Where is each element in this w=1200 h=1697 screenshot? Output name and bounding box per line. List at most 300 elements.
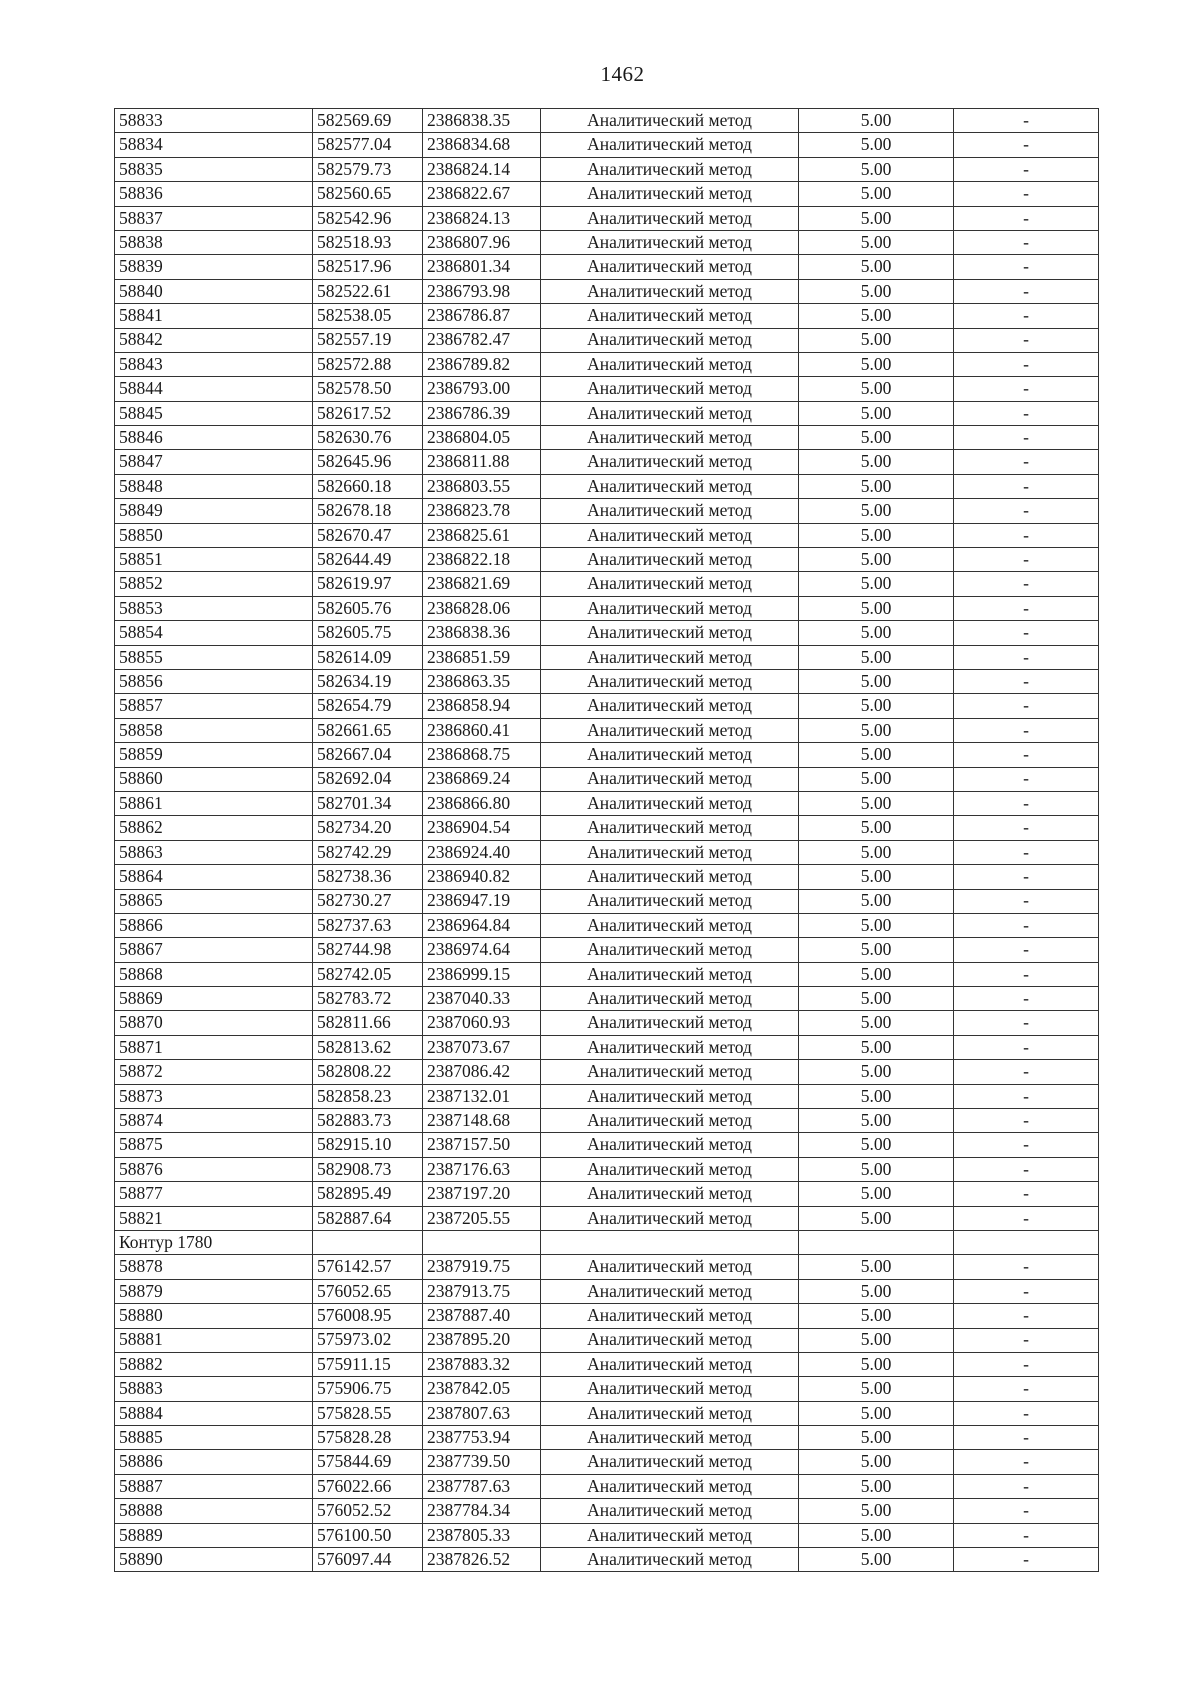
accuracy-cell: 5.00 xyxy=(799,791,954,815)
point-id-cell: 58888 xyxy=(115,1499,313,1523)
x-coordinate-cell: 582579.73 xyxy=(313,157,423,181)
method-cell: Аналитический метод xyxy=(541,718,799,742)
table-row xyxy=(115,352,1099,376)
table-row xyxy=(115,230,1099,254)
note-cell: - xyxy=(954,694,1099,718)
note-cell: - xyxy=(954,206,1099,230)
x-coordinate-cell: 582660.18 xyxy=(313,474,423,498)
table-row xyxy=(115,1426,1099,1450)
note-cell: - xyxy=(954,279,1099,303)
x-coordinate-cell: 582915.10 xyxy=(313,1133,423,1157)
y-coordinate-cell: 2387157.50 xyxy=(423,1133,541,1157)
note-cell: - xyxy=(954,1548,1099,1572)
note-cell: - xyxy=(954,889,1099,913)
note-cell: - xyxy=(954,987,1099,1011)
method-cell: Аналитический метод xyxy=(541,523,799,547)
accuracy-cell: 5.00 xyxy=(799,377,954,401)
method-cell: Аналитический метод xyxy=(541,1450,799,1474)
method-cell: Аналитический метод xyxy=(541,1499,799,1523)
y-coordinate-cell: 2386793.00 xyxy=(423,377,541,401)
accuracy-cell: 5.00 xyxy=(799,352,954,376)
method-cell: Аналитический метод xyxy=(541,1352,799,1376)
note-cell: - xyxy=(954,1523,1099,1547)
note-cell: - xyxy=(954,1279,1099,1303)
accuracy-cell: 5.00 xyxy=(799,230,954,254)
note-cell: - xyxy=(954,816,1099,840)
method-cell: Аналитический метод xyxy=(541,377,799,401)
x-coordinate-cell: 582578.50 xyxy=(313,377,423,401)
method-cell: Аналитический метод xyxy=(541,133,799,157)
x-coordinate-cell: 582813.62 xyxy=(313,1035,423,1059)
y-coordinate-cell: 2387826.52 xyxy=(423,1548,541,1572)
point-id-cell: 58876 xyxy=(115,1157,313,1181)
x-coordinate-cell: 582560.65 xyxy=(313,182,423,206)
y-coordinate-cell: 2386793.98 xyxy=(423,279,541,303)
accuracy-cell: 5.00 xyxy=(799,743,954,767)
method-cell: Аналитический метод xyxy=(541,572,799,596)
point-id-cell: 58870 xyxy=(115,1011,313,1035)
y-coordinate-cell: 2386863.35 xyxy=(423,669,541,693)
point-id-cell: 58859 xyxy=(115,743,313,767)
table-row xyxy=(115,669,1099,693)
x-coordinate-cell: 576142.57 xyxy=(313,1255,423,1279)
x-coordinate-cell: 582661.65 xyxy=(313,718,423,742)
table-row xyxy=(115,1157,1099,1181)
note-cell: - xyxy=(954,255,1099,279)
table-row xyxy=(115,1548,1099,1572)
note-cell: - xyxy=(954,1011,1099,1035)
y-coordinate-cell: 2386858.94 xyxy=(423,694,541,718)
point-id-cell: 58871 xyxy=(115,1035,313,1059)
note-cell: - xyxy=(954,157,1099,181)
point-id-cell: 58844 xyxy=(115,377,313,401)
point-id-cell: 58866 xyxy=(115,913,313,937)
note-cell: - xyxy=(954,596,1099,620)
y-coordinate-cell: 2386821.69 xyxy=(423,572,541,596)
y-coordinate-cell: 2386786.39 xyxy=(423,401,541,425)
table-row xyxy=(115,109,1099,133)
accuracy-cell: 5.00 xyxy=(799,1084,954,1108)
point-id-cell: 58843 xyxy=(115,352,313,376)
accuracy-cell: 5.00 xyxy=(799,328,954,352)
x-coordinate-cell: 582883.73 xyxy=(313,1109,423,1133)
point-id-cell: 58867 xyxy=(115,938,313,962)
y-coordinate-cell: 2386851.59 xyxy=(423,645,541,669)
note-cell: - xyxy=(954,230,1099,254)
point-id-cell: 58845 xyxy=(115,401,313,425)
table-row xyxy=(115,133,1099,157)
method-cell: Аналитический метод xyxy=(541,279,799,303)
point-id-cell: 58884 xyxy=(115,1401,313,1425)
x-coordinate-cell: 582614.09 xyxy=(313,645,423,669)
x-coordinate-cell: 582569.69 xyxy=(313,109,423,133)
note-cell: - xyxy=(954,718,1099,742)
y-coordinate-cell: 2387807.63 xyxy=(423,1401,541,1425)
section-row xyxy=(115,1230,1099,1254)
accuracy-cell: 5.00 xyxy=(799,1304,954,1328)
point-id-cell: 58890 xyxy=(115,1548,313,1572)
note-cell: - xyxy=(954,499,1099,523)
x-coordinate-cell: 582858.23 xyxy=(313,1084,423,1108)
note-cell: - xyxy=(954,1035,1099,1059)
table-row xyxy=(115,1255,1099,1279)
x-coordinate-cell: 582738.36 xyxy=(313,865,423,889)
x-coordinate-cell: 582895.49 xyxy=(313,1182,423,1206)
point-id-cell: 58872 xyxy=(115,1060,313,1084)
accuracy-cell: 5.00 xyxy=(799,987,954,1011)
point-id-cell: 58879 xyxy=(115,1279,313,1303)
table-row xyxy=(115,182,1099,206)
accuracy-cell: 5.00 xyxy=(799,450,954,474)
point-id-cell: 58836 xyxy=(115,182,313,206)
note-cell: - xyxy=(954,1133,1099,1157)
point-id-cell: 58835 xyxy=(115,157,313,181)
y-coordinate-cell: 2386824.13 xyxy=(423,206,541,230)
method-cell: Аналитический метод xyxy=(541,913,799,937)
point-id-cell: 58851 xyxy=(115,548,313,572)
accuracy-cell: 5.00 xyxy=(799,499,954,523)
note-cell: - xyxy=(954,791,1099,815)
x-coordinate-cell: 582737.63 xyxy=(313,913,423,937)
accuracy-cell: 5.00 xyxy=(799,889,954,913)
accuracy-cell: 5.00 xyxy=(799,279,954,303)
point-id-cell: 58833 xyxy=(115,109,313,133)
y-coordinate-cell: 2386869.24 xyxy=(423,767,541,791)
note-cell: - xyxy=(954,182,1099,206)
point-id-cell: 58857 xyxy=(115,694,313,718)
y-coordinate-cell: 2386860.41 xyxy=(423,718,541,742)
y-coordinate-cell: 2386838.36 xyxy=(423,621,541,645)
note-cell: - xyxy=(954,474,1099,498)
y-coordinate-cell: 2387887.40 xyxy=(423,1304,541,1328)
y-coordinate-cell: 2387913.75 xyxy=(423,1279,541,1303)
table-row xyxy=(115,1206,1099,1230)
method-cell: Аналитический метод xyxy=(541,450,799,474)
accuracy-cell: 5.00 xyxy=(799,109,954,133)
method-cell: Аналитический метод xyxy=(541,352,799,376)
note-cell: - xyxy=(954,548,1099,572)
note-cell: - xyxy=(954,1109,1099,1133)
x-coordinate-cell: 582522.61 xyxy=(313,279,423,303)
note-cell: - xyxy=(954,1157,1099,1181)
y-coordinate-cell: 2387919.75 xyxy=(423,1255,541,1279)
note-cell: - xyxy=(954,1499,1099,1523)
point-id-cell: 58863 xyxy=(115,840,313,864)
method-cell: Аналитический метод xyxy=(541,1523,799,1547)
accuracy-cell: 5.00 xyxy=(799,157,954,181)
method-cell: Аналитический метод xyxy=(541,401,799,425)
y-coordinate-cell: 2387060.93 xyxy=(423,1011,541,1035)
y-coordinate-cell: 2387205.55 xyxy=(423,1206,541,1230)
y-coordinate-cell: 2386947.19 xyxy=(423,889,541,913)
y-coordinate-cell: 2387148.68 xyxy=(423,1109,541,1133)
point-id-cell: 58880 xyxy=(115,1304,313,1328)
table-row xyxy=(115,767,1099,791)
table-row xyxy=(115,962,1099,986)
accuracy-cell: 5.00 xyxy=(799,621,954,645)
method-cell: Аналитический метод xyxy=(541,328,799,352)
empty-cell xyxy=(423,1230,541,1254)
method-cell: Аналитический метод xyxy=(541,230,799,254)
accuracy-cell: 5.00 xyxy=(799,474,954,498)
note-cell: - xyxy=(954,645,1099,669)
table-row xyxy=(115,1060,1099,1084)
table-row xyxy=(115,865,1099,889)
x-coordinate-cell: 575828.28 xyxy=(313,1426,423,1450)
table-row xyxy=(115,913,1099,937)
y-coordinate-cell: 2386789.82 xyxy=(423,352,541,376)
y-coordinate-cell: 2387784.34 xyxy=(423,1499,541,1523)
point-id-cell: 58855 xyxy=(115,645,313,669)
method-cell: Аналитический метод xyxy=(541,1060,799,1084)
y-coordinate-cell: 2387805.33 xyxy=(423,1523,541,1547)
table-row xyxy=(115,572,1099,596)
x-coordinate-cell: 582678.18 xyxy=(313,499,423,523)
note-cell: - xyxy=(954,304,1099,328)
accuracy-cell: 5.00 xyxy=(799,206,954,230)
method-cell: Аналитический метод xyxy=(541,767,799,791)
method-cell: Аналитический метод xyxy=(541,1304,799,1328)
method-cell: Аналитический метод xyxy=(541,206,799,230)
y-coordinate-cell: 2387132.01 xyxy=(423,1084,541,1108)
table-row xyxy=(115,1474,1099,1498)
x-coordinate-cell: 582605.75 xyxy=(313,621,423,645)
method-cell: Аналитический метод xyxy=(541,816,799,840)
point-id-cell: 58874 xyxy=(115,1109,313,1133)
x-coordinate-cell: 575906.75 xyxy=(313,1377,423,1401)
accuracy-cell: 5.00 xyxy=(799,865,954,889)
note-cell: - xyxy=(954,1474,1099,1498)
point-id-cell: 58849 xyxy=(115,499,313,523)
table-row xyxy=(115,889,1099,913)
x-coordinate-cell: 582742.29 xyxy=(313,840,423,864)
method-cell: Аналитический метод xyxy=(541,1182,799,1206)
table-row xyxy=(115,718,1099,742)
method-cell: Аналитический метод xyxy=(541,669,799,693)
point-id-cell: 58839 xyxy=(115,255,313,279)
x-coordinate-cell: 575973.02 xyxy=(313,1328,423,1352)
y-coordinate-cell: 2387197.20 xyxy=(423,1182,541,1206)
table-row xyxy=(115,304,1099,328)
y-coordinate-cell: 2387073.67 xyxy=(423,1035,541,1059)
method-cell: Аналитический метод xyxy=(541,1157,799,1181)
point-id-cell: 58861 xyxy=(115,791,313,815)
table-row xyxy=(115,328,1099,352)
x-coordinate-cell: 582887.64 xyxy=(313,1206,423,1230)
point-id-cell: 58858 xyxy=(115,718,313,742)
table-row xyxy=(115,1523,1099,1547)
y-coordinate-cell: 2386804.05 xyxy=(423,426,541,450)
y-coordinate-cell: 2386823.78 xyxy=(423,499,541,523)
point-id-cell: 58848 xyxy=(115,474,313,498)
point-id-cell: 58834 xyxy=(115,133,313,157)
table-row xyxy=(115,1109,1099,1133)
table-row xyxy=(115,499,1099,523)
method-cell: Аналитический метод xyxy=(541,499,799,523)
method-cell: Аналитический метод xyxy=(541,987,799,1011)
y-coordinate-cell: 2386866.80 xyxy=(423,791,541,815)
point-id-cell: 58821 xyxy=(115,1206,313,1230)
accuracy-cell: 5.00 xyxy=(799,913,954,937)
table-row xyxy=(115,401,1099,425)
y-coordinate-cell: 2386822.67 xyxy=(423,182,541,206)
note-cell: - xyxy=(954,1304,1099,1328)
point-id-cell: 58847 xyxy=(115,450,313,474)
x-coordinate-cell: 582619.97 xyxy=(313,572,423,596)
y-coordinate-cell: 2386803.55 xyxy=(423,474,541,498)
y-coordinate-cell: 2386825.61 xyxy=(423,523,541,547)
accuracy-cell: 5.00 xyxy=(799,718,954,742)
y-coordinate-cell: 2386999.15 xyxy=(423,962,541,986)
x-coordinate-cell: 582634.19 xyxy=(313,669,423,693)
note-cell: - xyxy=(954,328,1099,352)
note-cell: - xyxy=(954,523,1099,547)
x-coordinate-cell: 582670.47 xyxy=(313,523,423,547)
y-coordinate-cell: 2387895.20 xyxy=(423,1328,541,1352)
table-row xyxy=(115,621,1099,645)
accuracy-cell: 5.00 xyxy=(799,1328,954,1352)
note-cell: - xyxy=(954,743,1099,767)
table-row xyxy=(115,474,1099,498)
y-coordinate-cell: 2387842.05 xyxy=(423,1377,541,1401)
empty-cell xyxy=(799,1230,954,1254)
x-coordinate-cell: 575828.55 xyxy=(313,1401,423,1425)
method-cell: Аналитический метод xyxy=(541,1474,799,1498)
x-coordinate-cell: 582744.98 xyxy=(313,938,423,962)
accuracy-cell: 5.00 xyxy=(799,816,954,840)
accuracy-cell: 5.00 xyxy=(799,1182,954,1206)
point-id-cell: 58878 xyxy=(115,1255,313,1279)
table-row xyxy=(115,206,1099,230)
y-coordinate-cell: 2386838.35 xyxy=(423,109,541,133)
table-row xyxy=(115,1304,1099,1328)
point-id-cell: 58865 xyxy=(115,889,313,913)
point-id-cell: 58837 xyxy=(115,206,313,230)
point-id-cell: 58840 xyxy=(115,279,313,303)
point-id-cell: 58862 xyxy=(115,816,313,840)
note-cell: - xyxy=(954,1206,1099,1230)
x-coordinate-cell: 582908.73 xyxy=(313,1157,423,1181)
y-coordinate-cell: 2386868.75 xyxy=(423,743,541,767)
x-coordinate-cell: 582808.22 xyxy=(313,1060,423,1084)
note-cell: - xyxy=(954,840,1099,864)
y-coordinate-cell: 2386807.96 xyxy=(423,230,541,254)
method-cell: Аналитический метод xyxy=(541,1084,799,1108)
note-cell: - xyxy=(954,962,1099,986)
point-id-cell: 58877 xyxy=(115,1182,313,1206)
accuracy-cell: 5.00 xyxy=(799,255,954,279)
x-coordinate-cell: 582734.20 xyxy=(313,816,423,840)
method-cell: Аналитический метод xyxy=(541,426,799,450)
point-id-cell: 58881 xyxy=(115,1328,313,1352)
table-row xyxy=(115,1450,1099,1474)
y-coordinate-cell: 2386940.82 xyxy=(423,865,541,889)
note-cell: - xyxy=(954,1328,1099,1352)
point-id-cell: 58850 xyxy=(115,523,313,547)
accuracy-cell: 5.00 xyxy=(799,523,954,547)
x-coordinate-cell: 582557.19 xyxy=(313,328,423,352)
method-cell: Аналитический метод xyxy=(541,109,799,133)
method-cell: Аналитический метод xyxy=(541,1401,799,1425)
accuracy-cell: 5.00 xyxy=(799,596,954,620)
method-cell: Аналитический метод xyxy=(541,1109,799,1133)
x-coordinate-cell: 582783.72 xyxy=(313,987,423,1011)
table-row xyxy=(115,279,1099,303)
point-id-cell: 58889 xyxy=(115,1523,313,1547)
table-row xyxy=(115,377,1099,401)
x-coordinate-cell: 582701.34 xyxy=(313,791,423,815)
y-coordinate-cell: 2386964.84 xyxy=(423,913,541,937)
note-cell: - xyxy=(954,1352,1099,1376)
note-cell: - xyxy=(954,1084,1099,1108)
y-coordinate-cell: 2386904.54 xyxy=(423,816,541,840)
note-cell: - xyxy=(954,1426,1099,1450)
note-cell: - xyxy=(954,109,1099,133)
method-cell: Аналитический метод xyxy=(541,1279,799,1303)
note-cell: - xyxy=(954,621,1099,645)
table-row xyxy=(115,523,1099,547)
x-coordinate-cell: 575911.15 xyxy=(313,1352,423,1376)
method-cell: Аналитический метод xyxy=(541,865,799,889)
y-coordinate-cell: 2386834.68 xyxy=(423,133,541,157)
y-coordinate-cell: 2387883.32 xyxy=(423,1352,541,1376)
method-cell: Аналитический метод xyxy=(541,621,799,645)
method-cell: Аналитический метод xyxy=(541,548,799,572)
x-coordinate-cell: 582542.96 xyxy=(313,206,423,230)
x-coordinate-cell: 582645.96 xyxy=(313,450,423,474)
accuracy-cell: 5.00 xyxy=(799,401,954,425)
accuracy-cell: 5.00 xyxy=(799,962,954,986)
method-cell: Аналитический метод xyxy=(541,840,799,864)
x-coordinate-cell: 582572.88 xyxy=(313,352,423,376)
y-coordinate-cell: 2386782.47 xyxy=(423,328,541,352)
table-row xyxy=(115,450,1099,474)
method-cell: Аналитический метод xyxy=(541,182,799,206)
y-coordinate-cell: 2387753.94 xyxy=(423,1426,541,1450)
y-coordinate-cell: 2386801.34 xyxy=(423,255,541,279)
note-cell: - xyxy=(954,1401,1099,1425)
x-coordinate-cell: 576052.52 xyxy=(313,1499,423,1523)
point-id-cell: 58838 xyxy=(115,230,313,254)
x-coordinate-cell: 582630.76 xyxy=(313,426,423,450)
x-coordinate-cell: 582577.04 xyxy=(313,133,423,157)
section-label: Контур 1780 xyxy=(115,1230,313,1254)
empty-cell xyxy=(541,1230,799,1254)
note-cell: - xyxy=(954,450,1099,474)
table-row xyxy=(115,548,1099,572)
table-row xyxy=(115,987,1099,1011)
y-coordinate-cell: 2387040.33 xyxy=(423,987,541,1011)
note-cell: - xyxy=(954,767,1099,791)
method-cell: Аналитический метод xyxy=(541,1328,799,1352)
method-cell: Аналитический метод xyxy=(541,645,799,669)
accuracy-cell: 5.00 xyxy=(799,669,954,693)
point-id-cell: 58852 xyxy=(115,572,313,596)
accuracy-cell: 5.00 xyxy=(799,1255,954,1279)
x-coordinate-cell: 582617.52 xyxy=(313,401,423,425)
empty-cell xyxy=(313,1230,423,1254)
accuracy-cell: 5.00 xyxy=(799,840,954,864)
x-coordinate-cell: 582644.49 xyxy=(313,548,423,572)
point-id-cell: 58868 xyxy=(115,962,313,986)
y-coordinate-cell: 2387176.63 xyxy=(423,1157,541,1181)
y-coordinate-cell: 2386811.88 xyxy=(423,450,541,474)
y-coordinate-cell: 2386822.18 xyxy=(423,548,541,572)
accuracy-cell: 5.00 xyxy=(799,1060,954,1084)
accuracy-cell: 5.00 xyxy=(799,133,954,157)
y-coordinate-cell: 2387086.42 xyxy=(423,1060,541,1084)
note-cell: - xyxy=(954,1255,1099,1279)
